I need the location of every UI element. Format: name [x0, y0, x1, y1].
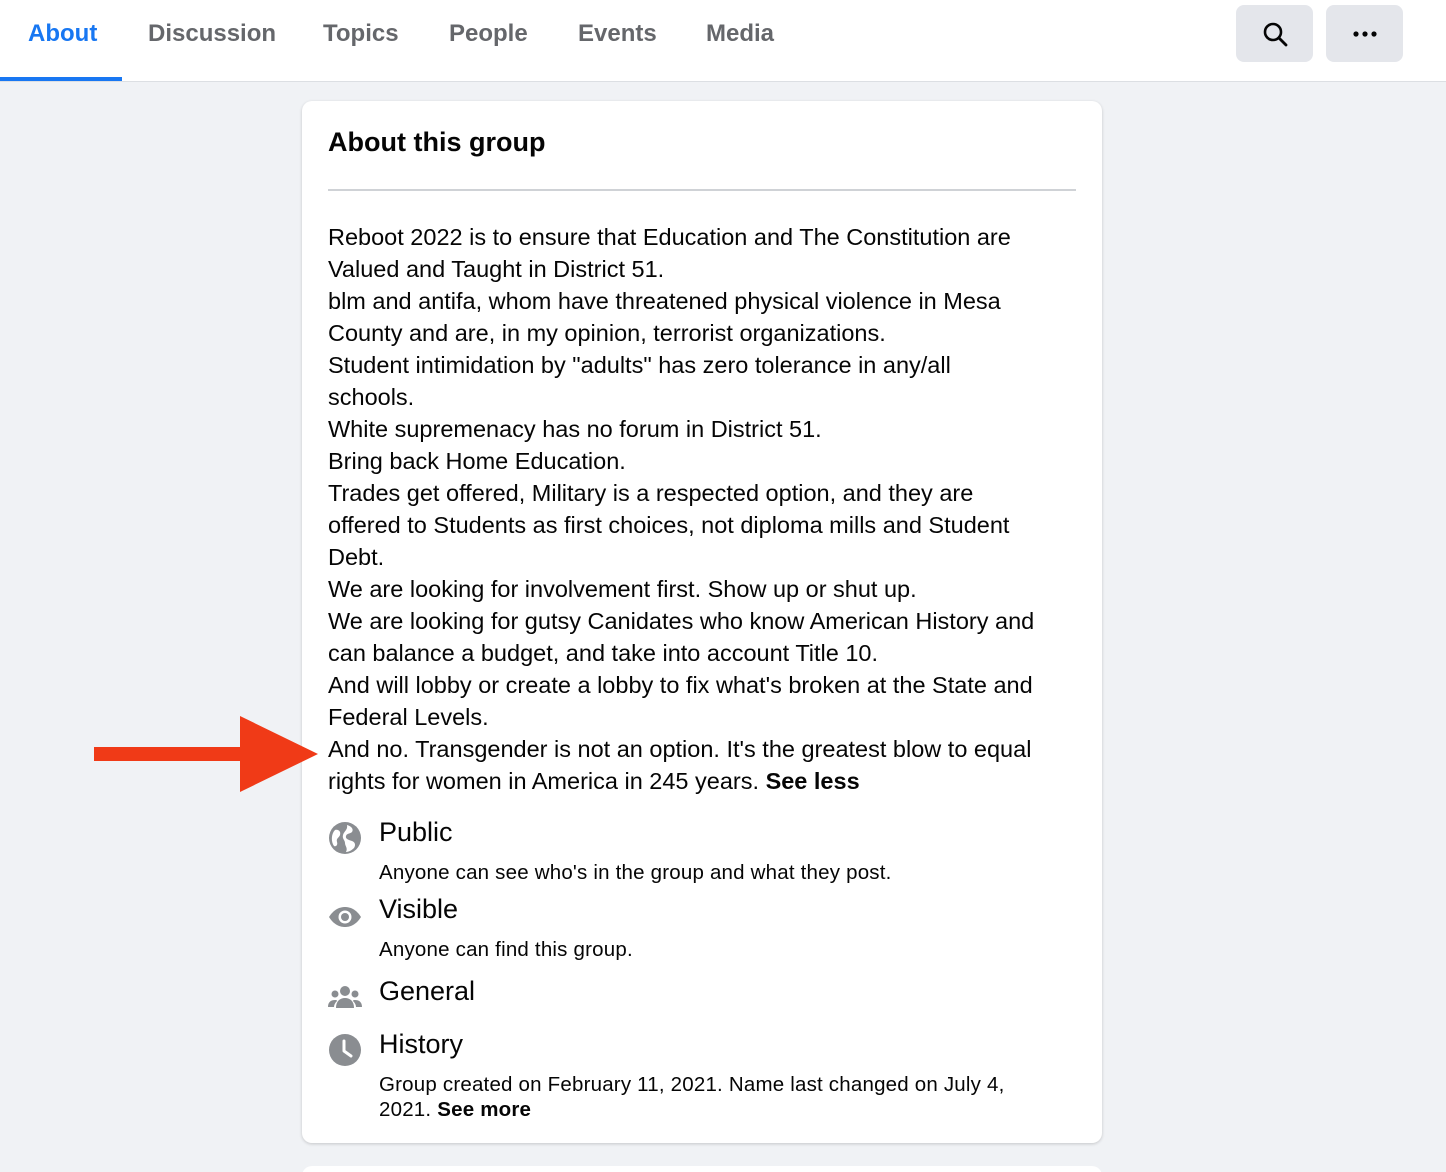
privacy-description: Anyone can see who's in the group and what they post.	[379, 861, 892, 884]
eye-icon	[328, 900, 362, 934]
active-tab-indicator	[0, 77, 122, 81]
description-line: Reboot 2022 is to ensure that Education and The Constitution are	[328, 224, 1011, 250]
tab-discussion[interactable]: Discussion	[148, 20, 277, 47]
description-line: County and are, in my opinion, terrorist organizations.	[328, 320, 886, 346]
next-card-edge	[302, 1166, 1102, 1172]
description-line-text: rights for women in America in 245 years.	[328, 768, 760, 794]
description-line: We are looking for involvement first. Show up or shut up.	[328, 576, 917, 602]
group-description	[328, 221, 1080, 797]
clock-icon	[328, 1033, 362, 1067]
description-line: Trades get offered, Military is a respected option, and they are	[328, 480, 974, 506]
more-options-button[interactable]	[1326, 5, 1403, 62]
tab-topics[interactable]: Topics	[323, 20, 399, 47]
about-title: About this group	[328, 127, 546, 157]
visibility-description: Anyone can find this group.	[379, 938, 633, 961]
description-line: Valued and Taught in District 51.	[328, 256, 665, 282]
history-description	[379, 1072, 1059, 1122]
description-line: Bring back Home Education.	[328, 448, 626, 474]
people-icon	[328, 980, 362, 1014]
description-line: White supremenacy has no forum in District 51.	[328, 416, 822, 442]
description-line: And no. Transgender is not an option. It's the greatest blow to equal	[328, 736, 1032, 762]
group-history	[328, 1029, 1080, 1119]
description-line: can balance a budget, and take into account Title 10.	[328, 640, 879, 666]
group-nav-bar	[0, 0, 1446, 82]
privacy-title: Public	[379, 817, 453, 847]
description-line: Debt.	[328, 544, 385, 570]
tab-about[interactable]: About	[28, 20, 98, 47]
annotation-arrow-icon	[92, 714, 320, 794]
visibility-title: Visible	[379, 894, 459, 924]
search-icon	[1261, 20, 1289, 48]
search-button[interactable]	[1236, 5, 1313, 62]
description-line: And will lobby or create a lobby to fix what's broken at the State and	[328, 672, 1033, 698]
tab-media[interactable]: Media	[706, 20, 775, 47]
globe-icon	[328, 821, 362, 855]
description-line-last	[328, 765, 1080, 797]
history-text-line1: Group created on February 11, 2021. Name last changed on July 4,	[379, 1073, 1005, 1096]
history-text-line2: 2021.	[379, 1098, 432, 1121]
description-line: blm and antifa, whom have threatened physical violence in Mesa	[328, 288, 1001, 314]
tab-events[interactable]: Events	[578, 20, 657, 47]
description-line: schools.	[328, 384, 415, 410]
divider	[328, 189, 1076, 191]
group-type-title: General	[379, 976, 476, 1006]
tab-people[interactable]: People	[449, 20, 528, 47]
history-title: History	[379, 1029, 464, 1059]
description-line: Federal Levels.	[328, 704, 489, 730]
description-line: offered to Students as first choices, not diploma mills and Student	[328, 512, 1010, 538]
see-less-link[interactable]: See less	[765, 768, 860, 794]
more-icon	[1352, 30, 1378, 38]
about-card	[302, 101, 1102, 1143]
group-type-general	[328, 976, 1080, 1016]
visibility-visible	[328, 894, 1080, 961]
description-line: We are looking for gutsy Canidates who know American History and	[328, 608, 1035, 634]
see-more-link[interactable]: See more	[437, 1098, 532, 1121]
privacy-public	[328, 817, 1080, 884]
description-line: Student intimidation by "adults" has zero tolerance in any/all	[328, 352, 951, 378]
